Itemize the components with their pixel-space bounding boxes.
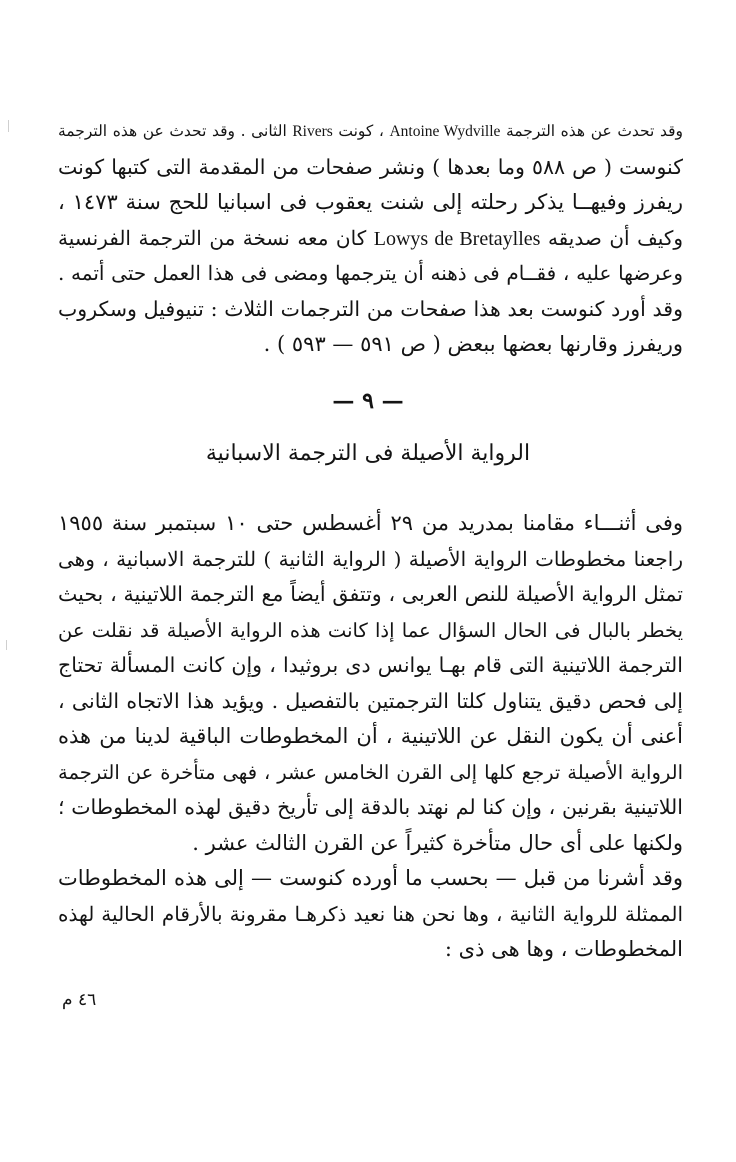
paragraph-line: ريفرز وفيهــا يذكر رحلته إلى شنت يعقوب فى اسبانيا للحج سنة ١٤٧٣ ، (58, 190, 683, 214)
paragraph-1 (58, 114, 683, 363)
scan-edge-mark (8, 120, 9, 132)
paragraph-line: الترجمة اللاتينية التى قام بهـا يوانس دى بروثيدا ، وإن كانت المسألة تحتاج (58, 653, 683, 677)
paragraph-line: الممثلة للرواية الثانية ، وها نحن هنا نعيد ذكرهـا مقرونة بالأرقام الحالية لهذه (58, 901, 683, 926)
section-heading: الرواية الأصيلة فى الترجمة الاسبانية (205, 441, 531, 466)
paragraph-line: وقد أشرنا من قبل — بحسب ما أورده كنوست — إلى هذه المخطوطات (58, 866, 683, 890)
scan-edge-mark (6, 640, 7, 650)
paragraph-line: وكيف أن صديقه Lowys de Bretaylles كان معه نسخة من الترجمة الفرنسية (58, 225, 683, 250)
paragraph-line: ولكنها على أى حال متأخرة كثيراً عن القرن الثالث عشر . (192, 830, 683, 855)
latin-name: Antoine Wydville (389, 123, 501, 140)
paragraph-line: كنوست ( ص ٥٨٨ وما بعدها ) ونشر صفحات من المقدمة التى كتبها كونت (58, 154, 683, 179)
paragraph-line: وعرضها عليه ، فقــام فى ذهنه أن يترجمها ومضى فى هذا العمل حتى أتمه . (58, 261, 683, 285)
paragraph-line: وقد أورد كنوست بعد هذا صفحات من الترجمات الثلاث : تنيوفيل وسكروب (58, 296, 683, 321)
paragraph-line: وريفرز وقارنها بعضها ببعض ( ص ٥٩١ — ٥٩٣ ) . (263, 332, 683, 356)
paragraph-line: تمثل الرواية الأصيلة للنص العربى ، وتتفق أيضاً مع الترجمة اللاتينية ، بحيث (58, 582, 683, 606)
latin-name: Rivers (292, 123, 333, 140)
paragraph-line: الرواية الأصيلة ترجع كلها إلى القرن الخامس عشر ، فهى متأخرة عن الترجمة (58, 760, 683, 784)
paragraph-line: يخطر بالبال فى الحال السؤال عما إذا كانت هذه الرواية الأصيلة قد نقلت عن (58, 618, 683, 642)
section-number: — ٩ — (332, 388, 404, 414)
latin-name: Lowys de Bretaylles (373, 227, 541, 250)
paragraph-line: وقد تحدث عن هذه الترجمة Antoine Wydville ، كونت Rivers الثانى . وقد تحدث عن هذه الترجمة (58, 122, 683, 140)
page-number: ٤٦ م (62, 990, 97, 1010)
paragraph-line: وفى أثنـــاء مقامنا بمدريد من ٢٩ أغسطس حتى ١٠ سبتمبر سنة ١٩٥٥ (58, 511, 683, 535)
paragraph-3 (58, 861, 683, 968)
paragraph-line: اللاتينية بقرنين ، وإن كنا لم نهتد بالدقة إلى تأريخ دقيق لهذه المخطوطات ؛ (58, 795, 683, 819)
paragraph-line: أعنى أن يكون النقل عن اللاتينية ، أن المخطوطات الباقية لدينا من هذه (58, 724, 683, 748)
paragraph-2 (58, 506, 683, 861)
paragraph-line: إلى فحص دقيق يتناول كلتا الترجمتين بالتفصيل . ويؤيد هذا الاتجاه الثانى ، (58, 688, 683, 713)
paragraph-line: المخطوطات ، وها هى ذى : (444, 937, 683, 961)
paragraph-line: راجعنا مخطوطات الرواية الأصيلة ( الرواية الثانية ) للترجمة الاسبانية ، وهى (58, 546, 683, 571)
